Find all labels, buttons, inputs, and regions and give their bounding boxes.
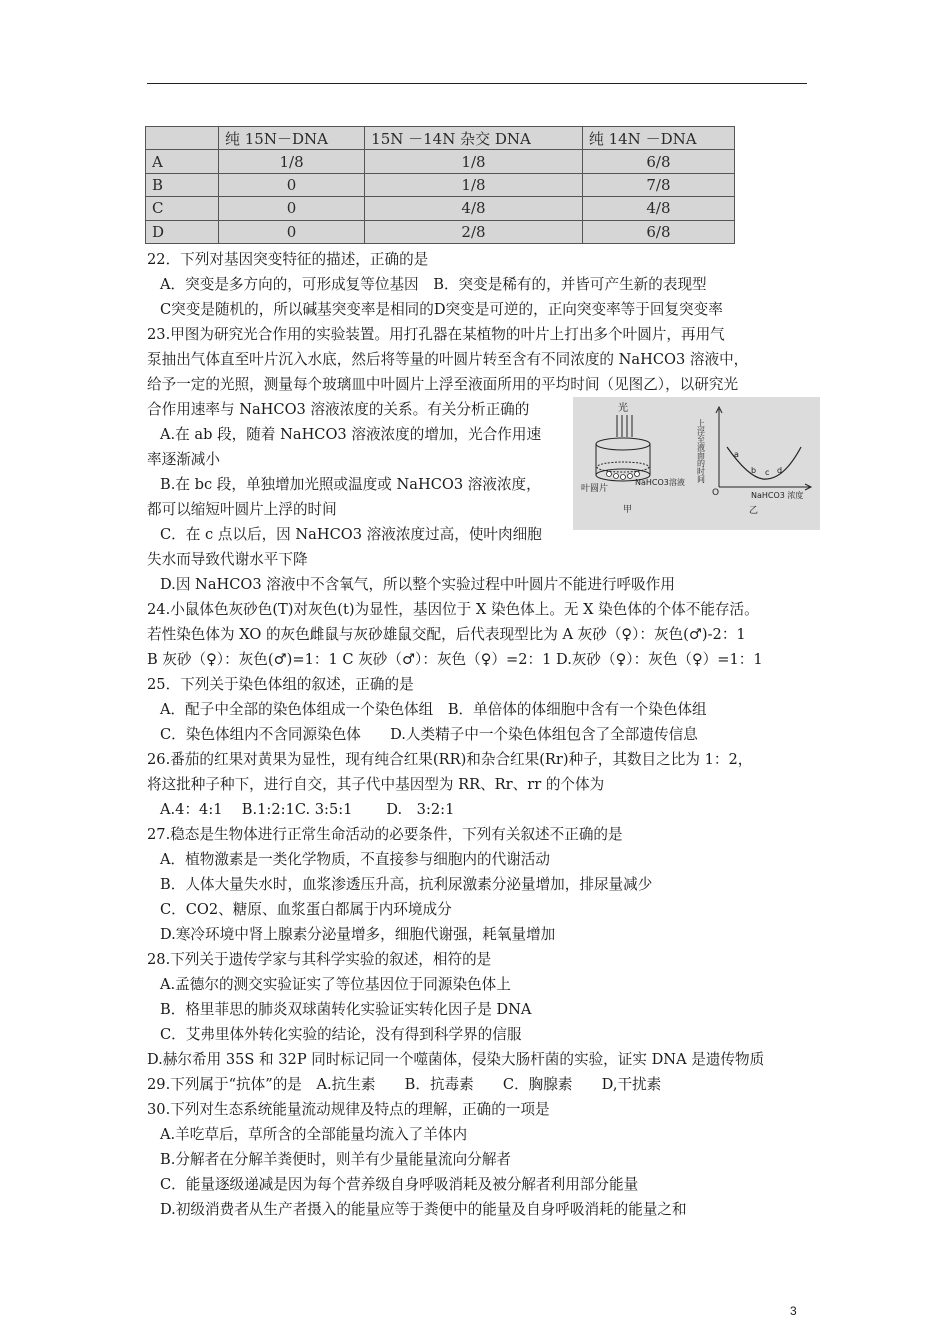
- table-cell: D: [146, 220, 219, 243]
- point-a-label: a: [734, 450, 739, 459]
- light-label: 光: [618, 403, 628, 414]
- question-25-options-cd: C．染色体组内不含同源染色体 D.人类精子中一个染色体组包含了全部遗传信息: [160, 726, 698, 743]
- y-axis-label: 上浮至液面的时间: [696, 419, 706, 483]
- table-row: [146, 220, 735, 243]
- point-c-label: c: [765, 468, 770, 477]
- table-cell: 4/8: [365, 197, 583, 220]
- question-23-option-b: B.在 bc 段，单独增加光照或温度或 NaHCO3 溶液浓度，: [160, 476, 541, 493]
- point-d-label: d: [777, 466, 783, 475]
- question-26-stem: 26.番茄的红果对黄果为显性，现有纯合红果(RR)和杂合红果(Rr)种子，其数目之比为 1：2，: [147, 751, 753, 768]
- question-27-option-d: D.寒冷环境中肾上腺素分泌量增多，细胞代谢强，耗氧量增加: [160, 926, 556, 943]
- table-cell: 4/8: [582, 197, 734, 220]
- table-cell: 0: [219, 197, 365, 220]
- question-23-option-a: 率逐渐减小: [147, 451, 220, 468]
- question-28-option-d: D.赫尔希用 35S 和 32P 同时标记同一个噬菌体，侵染大肠杆菌的实验，证实 DNA 是遗传物质: [147, 1051, 765, 1068]
- question-26-stem: 将这批种子种下，进行自交，其子代中基因型为 RR、Rr、rr 的个体为: [147, 776, 605, 793]
- question-27-option-a: A．植物激素是一类化学物质，不直接参与细胞内的代谢活动: [160, 851, 550, 868]
- question-30-option-a: A.羊吃草后，草所含的全部能量均流入了羊体内: [160, 1126, 468, 1143]
- question-25-stem: 25．下列关于染色体组的叙述，正确的是: [147, 676, 414, 693]
- question-27-option-c: C．CO2、糖原、血浆蛋白都属于内环境成分: [160, 901, 452, 918]
- point-b-label: b: [751, 466, 757, 475]
- question-26-options: A.4：4:1 B.1:2:1C. 3:5:1 D. 3:2:1: [160, 801, 455, 818]
- table-cell: B: [146, 173, 219, 196]
- question-23-stem: 泵抽出气体直至叶片沉入水底，然后将等量的叶圆片转至含有不同浓度的 NaHCO3 溶液中，: [147, 351, 749, 368]
- question-24-stem: 若性染色体为 XO 的灰色雌鼠与灰砂雄鼠交配，后代表现型比为 A 灰砂（♀）：灰色(♂)-2：1: [147, 626, 746, 643]
- figure-jia-label: 甲: [623, 505, 633, 515]
- question-23-option-c: C．在 c 点以后，因 NaHCO3 溶液浓度过高，使叶肉细胞: [160, 526, 542, 543]
- header-rule: [147, 83, 807, 84]
- question-27-stem: 27.稳态是生物体进行正常生命活动的必要条件，下列有关叙述不正确的是: [147, 826, 623, 843]
- question-22-options-cd: C突变是随机的，所以碱基突变率是相同的D突变是可逆的，正向突变率等于回复突变率: [160, 301, 723, 318]
- table-header-cell: 纯 14N －DNA: [582, 127, 734, 150]
- question-28-option-a: A.孟德尔的测交实验证实了等位基因位于同源染色体上: [160, 976, 511, 993]
- question-28-stem: 28.下列关于遗传学家与其科学实验的叙述，相符的是: [147, 951, 492, 968]
- question-27-option-b: B．人体大量失水时，血浆渗透压升高，抗利尿激素分泌量增加，排尿量减少: [160, 876, 653, 893]
- table-cell: 1/8: [219, 150, 365, 173]
- question-23-option-b: 都可以缩短叶圆片上浮的时间: [147, 501, 337, 518]
- figure-yi-label: 乙: [749, 506, 759, 516]
- leaf-disc-label: 叶圆片: [581, 484, 609, 494]
- question-30-option-d: D.初级消费者从生产者摄入的能量应等于粪便中的能量及自身呼吸消耗的能量之和: [160, 1201, 687, 1218]
- question-30-option-b: B.分解者在分解羊粪便时，则羊有少量能量流向分解者: [160, 1151, 512, 1168]
- light-arrows-icon: [617, 415, 632, 437]
- page-number: 3: [790, 1304, 797, 1318]
- x-axis-label: NaHCO3 浓度: [751, 491, 804, 500]
- photosynthesis-figure: [573, 397, 820, 530]
- question-24-stem: 24.小鼠体色灰砂色(T)对灰色(t)为显性，基因位于 X 染色体上。无 X 染色体的个体不能存活。: [147, 601, 759, 618]
- table-cell: 0: [219, 173, 365, 196]
- table-cell: 1/8: [365, 173, 583, 196]
- solution-label: NaHCO3溶液: [635, 478, 685, 487]
- graph-axes: [716, 407, 811, 490]
- table-header-cell: 纯 15N－DNA: [219, 127, 365, 150]
- table-header-cell: [146, 127, 219, 150]
- question-30-stem: 30.下列对生态系统能量流动规律及特点的理解，正确的一项是: [147, 1101, 550, 1118]
- question-24-options: B 灰砂（♀）：灰色(♂)=1：1 C 灰砂（♂）：灰色（♀）=2：1 D.灰砂（♀）：灰色（♀）=1：1: [147, 651, 763, 668]
- table-row: [146, 173, 735, 196]
- table-cell: 2/8: [365, 220, 583, 243]
- table-header-cell: 15N －14N 杂交 DNA: [365, 127, 583, 150]
- question-25-options-ab: A．配子中全部的染色体组成一个染色体组 B．单倍体的体细胞中含有一个染色体组: [160, 701, 707, 718]
- table-row: [146, 150, 735, 173]
- table-cell: 1/8: [365, 150, 583, 173]
- table-cell: 6/8: [582, 220, 734, 243]
- table-header-row: [146, 127, 735, 150]
- table-cell: 7/8: [582, 173, 734, 196]
- question-23-option-c: 失水而导致代谢水平下降: [147, 551, 308, 568]
- table-cell: A: [146, 150, 219, 173]
- question-23-option-a: A.在 ab 段，随着 NaHCO3 溶液浓度的增加，光合作用速: [160, 426, 542, 443]
- table-cell: 0: [219, 220, 365, 243]
- question-28-option-c: C．艾弗里体外转化实验的结论，没有得到科学界的信服: [160, 1026, 522, 1043]
- question-23-stem: 23.甲图为研究光合作用的实验装置。用打孔器在某植物的叶片上打出多个叶圆片，再用气: [147, 326, 725, 343]
- question-22-options-ab: A．突变是多方向的，可形成复等位基因 B．突变是稀有的，并皆可产生新的表现型: [160, 276, 707, 293]
- table-cell: 6/8: [582, 150, 734, 173]
- table-cell: C: [146, 197, 219, 220]
- question-28-option-b: B．格里菲思的肺炎双球菌转化实验证实转化因子是 DNA: [160, 1001, 532, 1018]
- question-30-option-c: C．能量逐级递减是因为每个营养级自身呼吸消耗及被分解者利用部分能量: [160, 1176, 639, 1193]
- origin-label: O: [712, 488, 720, 498]
- question-23-stem: 给予一定的光照，测量每个玻璃皿中叶圆片上浮至液面所用的平均时间（见图乙），以研究光: [147, 376, 739, 393]
- question-23-stem: 合作用速率与 NaHCO3 溶液浓度的关系。有关分析正确的: [147, 401, 530, 418]
- dna-ratio-table: [145, 126, 735, 244]
- question-29: 29.下列属于“抗体”的是 A.抗生素 B．抗毒素 C．胸腺素 D,干扰素: [147, 1076, 662, 1093]
- question-22-stem: 22．下列对基因突变特征的描述，正确的是: [147, 251, 429, 268]
- table-row: [146, 197, 735, 220]
- question-23-option-d: D.因 NaHCO3 溶液中不含氧气，所以整个实验过程中叶圆片不能进行呼吸作用: [160, 576, 675, 593]
